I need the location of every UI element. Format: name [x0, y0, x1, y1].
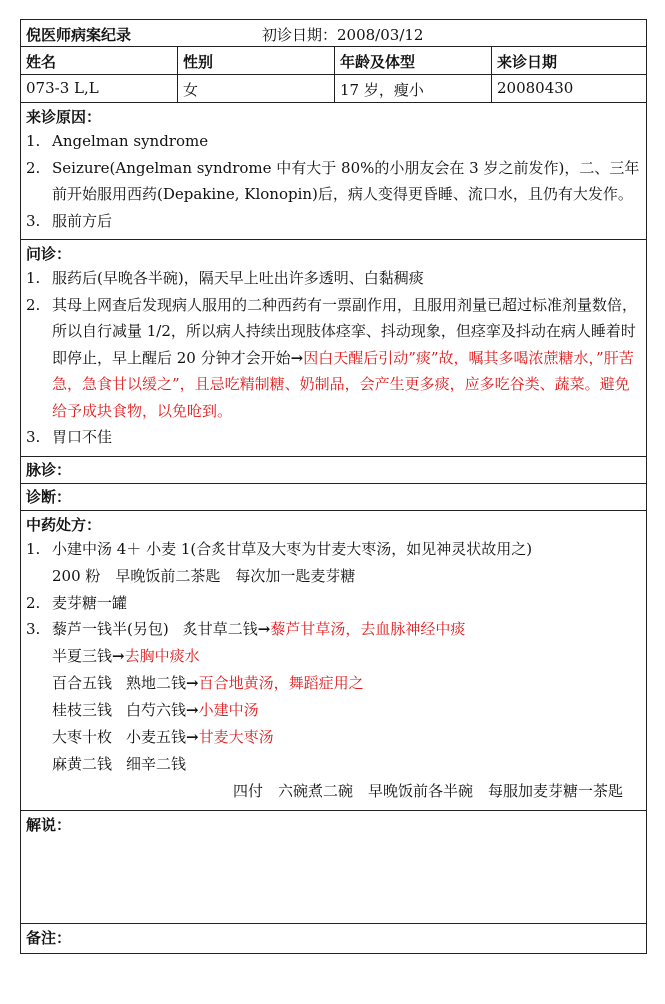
- value-visit-date: 20080430: [497, 79, 574, 97]
- label-visit-date: 来诊日期: [497, 53, 558, 71]
- herb-a: 半夏三钱: [52, 647, 113, 665]
- herb-b: 炙甘草二钱: [182, 620, 258, 638]
- item-number: 2.: [26, 295, 41, 314]
- label-age-build: 年龄及体型: [335, 47, 492, 74]
- item-number: 2.: [26, 593, 41, 612]
- remarks-section: [21, 924, 646, 954]
- formula-line: 小建中汤 4＋ 小麦 1(合炙甘草及大枣为甘麦大枣汤，如见神灵状故用之): [52, 539, 533, 558]
- red-annotation: 百合地黄汤，舞蹈症用之: [198, 674, 364, 692]
- arrow-icon: →: [186, 701, 199, 719]
- list-item: [26, 536, 641, 590]
- title-row: [21, 20, 646, 47]
- herb-a: 百合五钱: [52, 674, 113, 692]
- info-value-row: [21, 75, 646, 103]
- herb-b: 白芍六钱: [126, 701, 187, 719]
- reason-title: 来诊原因：: [26, 108, 102, 126]
- explanation-section: [21, 811, 646, 924]
- pulse-title: 脉诊：: [26, 460, 72, 479]
- red-annotation: 去胸中痰水: [124, 647, 200, 665]
- herb-line: [52, 616, 641, 643]
- document-title: 倪医师病案纪录: [26, 26, 132, 44]
- prescription-title: 中药处方：: [26, 515, 102, 534]
- item-text: 麦芽糖一罐: [52, 593, 128, 612]
- herb-b: 小麦五钱: [126, 728, 187, 746]
- arrow-icon: →: [186, 674, 199, 692]
- item-text: Seizure(Angelman syndrome 中有大于 80%的小朋友会在 3 岁之前发作)，二、三年前开始服用西药(Depakine, Klonopin)后，病人变得更昏睡、流口水，且仍有大发作。: [52, 158, 640, 203]
- red-annotation: 小建中汤: [198, 701, 259, 719]
- herb-line: [52, 697, 641, 724]
- list-item: [26, 590, 641, 617]
- arrow-icon: →: [290, 348, 304, 367]
- formula-line: 200 粉 早晚饭前二茶匙 每次加一匙麦芽糖: [52, 566, 356, 585]
- case-record-sheet: [20, 19, 647, 954]
- herb-b: 熟地二钱: [126, 674, 187, 692]
- inquiry-title: 问诊：: [26, 245, 72, 263]
- inquiry-section: [21, 240, 646, 457]
- reason-list: [26, 128, 641, 234]
- item-text: 其母上网查后发现病人服用的二种西药有一票副作用，且服用剂量已超过标准剂量数倍，所以自行减量 1/2，所以病人持续出现肢体痉挛、抖动现象，但痉挛及抖动在病人睡着时即停止，早上醒后 20 分钟才会开始: [52, 295, 638, 367]
- red-annotation: 藜芦甘草汤，去血脉神经中痰: [270, 620, 466, 638]
- item-number: 2.: [26, 158, 41, 177]
- herb-a: 麻黄二钱: [52, 755, 113, 773]
- arrow-icon: →: [257, 620, 271, 638]
- explanation-title: 解说：: [26, 816, 72, 834]
- value-gender: 女: [178, 75, 335, 102]
- label-gender: 性别: [178, 47, 335, 74]
- list-item: [26, 616, 641, 778]
- item-number: 3.: [26, 428, 41, 446]
- item-text: 胃口不佳: [52, 428, 113, 446]
- herb-line: [52, 724, 641, 751]
- list-item: [26, 292, 641, 425]
- arrow-icon: →: [112, 647, 125, 665]
- red-annotation: 因白天醒后引动”痰”故，嘱其多喝浓蔗糖水，”肝苦急，急食甘以缓之”，且忌吃精制糖、奶制品，会产生更多痰，应多吃谷类、蔬菜。避免给予成块食物，以免呛到。: [52, 348, 634, 420]
- diagnosis-title: 诊断：: [26, 487, 72, 506]
- prescription-section: [21, 511, 646, 812]
- red-annotation: 甘麦大枣汤: [198, 728, 274, 746]
- item-number: 1.: [26, 269, 41, 287]
- dosage-instructions: 四付 六碗煮二碗 早晚饭前各半碗 每服加麦芽糖一茶匙: [232, 782, 623, 800]
- list-item: [26, 265, 641, 292]
- list-item: [26, 128, 641, 155]
- herb-b: 细辛二钱: [126, 755, 187, 773]
- herb-a: 藜芦一钱半(另包): [52, 620, 169, 638]
- item-text: 服前方后: [52, 211, 113, 230]
- value-age-build: 17 岁，瘦小: [335, 75, 492, 102]
- herb-a: 桂枝三钱: [52, 701, 113, 719]
- arrow-icon: →: [186, 728, 199, 746]
- list-item: [26, 155, 641, 208]
- item-text: 服药后(早晚各半碗)，隔天早上吐出许多透明、白黏稠痰: [52, 269, 424, 287]
- remarks-title: 备注：: [26, 929, 72, 947]
- prescription-list: [26, 536, 641, 779]
- inquiry-list: [26, 265, 641, 451]
- list-item: [26, 208, 641, 235]
- label-name: 姓名: [21, 47, 178, 74]
- diagnosis-section: [21, 484, 646, 511]
- info-header-row: [21, 47, 646, 75]
- item-number: 3.: [26, 620, 41, 638]
- herb-line: [52, 751, 641, 778]
- item-text: Angelman syndrome: [52, 132, 209, 150]
- item-number: 3.: [26, 211, 41, 230]
- list-item: [26, 424, 641, 451]
- herb-a: 大枣十枚: [52, 728, 113, 746]
- herb-line: [52, 643, 641, 670]
- value-name: 073-3 L,L: [21, 75, 178, 102]
- item-number: 1.: [26, 539, 41, 558]
- first-visit-date: 初诊日期：2008/03/12: [262, 26, 424, 44]
- pulse-section: [21, 457, 646, 484]
- item-number: 1.: [26, 132, 41, 150]
- reason-section: [21, 103, 646, 240]
- herb-line: [52, 670, 641, 697]
